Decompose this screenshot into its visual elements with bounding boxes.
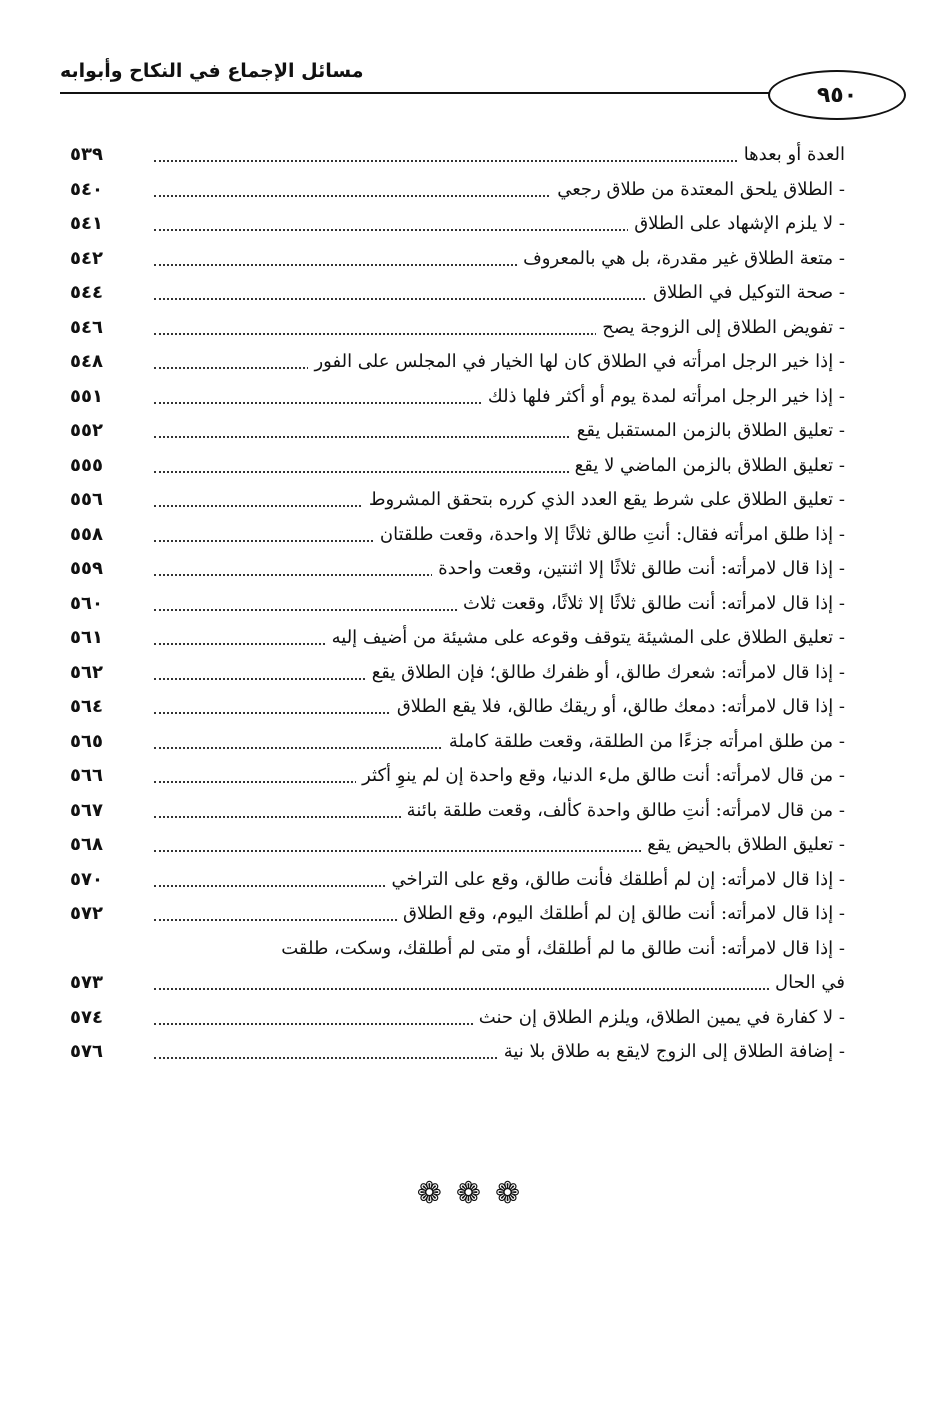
toc-entry-title: - من قال لامرأته: أنتِ طالق واحدة كألف، وقعت طلقة بائنة xyxy=(401,800,845,821)
toc-entry-page: ٥٤٢ xyxy=(70,247,103,269)
ornament-stars: ❁❁❁ xyxy=(416,1176,535,1211)
toc-entry-title: - تفويض الطلاق إلى الزوجة يصح xyxy=(596,317,845,338)
toc-entry xyxy=(70,589,845,624)
toc-entry-page: ٥٥٨ xyxy=(70,523,103,545)
toc-entry xyxy=(70,347,845,382)
toc-entry xyxy=(70,278,845,313)
toc-entry xyxy=(70,1037,845,1072)
header-rule xyxy=(60,92,830,94)
toc-entry xyxy=(70,209,845,244)
toc-entry-page: ٥٦٨ xyxy=(70,834,103,855)
toc-entry-page: ٥٣٩ xyxy=(70,144,103,165)
toc-entry xyxy=(70,727,845,762)
toc-entry-title: - إذا خير الرجل امرأته لمدة يوم أو أكثر فلها ذلك xyxy=(482,386,845,407)
toc-entry-page: ٥٤١ xyxy=(70,213,103,234)
toc-entry-page: ٥٧٢ xyxy=(70,903,103,924)
toc-entry-page: ٥٧٦ xyxy=(70,1041,103,1062)
toc-entry-title: - تعليق الطلاق بالحيض يقع xyxy=(641,834,845,855)
toc-entry-page: ٥٦٧ xyxy=(70,799,103,821)
page-number: ٩٥٠ xyxy=(768,70,906,120)
toc-entry xyxy=(70,692,845,727)
toc-entry-page: ٥٧٤ xyxy=(70,1006,103,1028)
toc-entry-page: ٥٦٥ xyxy=(70,730,103,752)
toc-entry-title: - إذا قال لامرأته: أنت طالق ثلاثًا إلا ثلاثًا، وقعت ثلاث xyxy=(457,593,845,614)
toc-entry-page: ٥٤٠ xyxy=(70,178,103,200)
toc-entry xyxy=(70,761,845,796)
toc-entry-title: - إذا قال لامرأته: أنت طالق ثلاثًا إلا اثنتين، وقعت واحدة xyxy=(432,558,845,579)
toc-entry-title: - إذا قال لامرأته: شعرك طالق، أو ظفرك طالق؛ فإن الطلاق يقع xyxy=(366,662,845,683)
toc-entry-page: ٥٤٦ xyxy=(70,316,103,338)
toc-entry-title: - من قال لامرأته: أنت طالق ملء الدنيا، وقع واحدة إن لم ينوِ أكثر xyxy=(356,765,845,786)
toc-entry-title: - إذا قال لامرأته: أنت طالق ما لم أطلقك، أو متى لم أطلقك، وسكت، طلقت xyxy=(275,938,845,959)
toc-entry-title: - تعليق الطلاق بالزمن المستقبل يقع xyxy=(571,420,845,441)
toc-entry-page: ٥٤٨ xyxy=(70,351,103,372)
toc-entry-page: ٥٦٢ xyxy=(70,661,103,683)
toc-entry xyxy=(70,796,845,831)
toc-entry-title: - متعة الطلاق غير مقدرة، بل هي بالمعروف xyxy=(517,248,845,269)
toc-entry-page: ٥٦٠ xyxy=(70,592,103,614)
toc-entry xyxy=(70,244,845,279)
toc-entry-page: ٥٥١ xyxy=(70,385,103,407)
toc-entry xyxy=(70,140,845,175)
toc-entry-title: - تعليق الطلاق على المشيئة يتوقف وقوعه على مشيئة من أضيف إليه xyxy=(326,627,845,648)
toc-entry-page: ٥٧٠ xyxy=(70,868,103,890)
toc-entry-title: - إضافة الطلاق إلى الزوج لايقع به طلاق بلا نية xyxy=(498,1041,845,1062)
toc-entry-title: - الطلاق يلحق المعتدة من طلاق رجعي xyxy=(551,179,845,200)
dot-leader xyxy=(154,988,845,990)
toc-entry-page: ٥٧٣ xyxy=(70,972,103,993)
toc-entry xyxy=(70,451,845,486)
toc-entry-title: - إذا قال لامرأته: أنت طالق إن لم أطلقك اليوم، وقع الطلاق xyxy=(397,903,845,924)
toc-entry xyxy=(70,313,845,348)
toc-entry xyxy=(70,1003,845,1038)
toc-entry-title: - صحة التوكيل في الطلاق xyxy=(647,282,845,303)
toc-entry-page: ٥٥٩ xyxy=(70,558,103,579)
toc-entry-title: - تعليق الطلاق على شرط يقع العدد الذي كرره بتحقق المشروط xyxy=(363,489,845,510)
toc-entry-page: ٥٥٢ xyxy=(70,420,103,441)
toc-entry xyxy=(70,968,845,1003)
toc-entry xyxy=(70,382,845,417)
toc-entry-title: - إذا قال لامرأته: دمعك طالق، أو ريقك طالق، فلا يقع الطلاق xyxy=(391,696,845,717)
toc-entry xyxy=(70,899,845,934)
toc-entry-page: ٥٥٦ xyxy=(70,489,103,510)
toc-entry-title: - من طلق امرأته جزءًا من الطلقة، وقعت طلقة كاملة xyxy=(443,731,845,752)
toc-entry xyxy=(70,416,845,451)
toc-entry xyxy=(70,175,845,210)
toc-entry xyxy=(70,554,845,589)
toc-entry-page: ٥٦٤ xyxy=(70,696,103,717)
toc-entry-page: ٥٦٦ xyxy=(70,765,103,786)
toc-entry xyxy=(70,485,845,520)
toc-entry-page: ٥٦١ xyxy=(70,627,103,648)
toc-entry xyxy=(70,830,845,865)
toc-entry-title: - لا كفارة في يمين الطلاق، ويلزم الطلاق إن حنث xyxy=(473,1007,845,1028)
toc-entry xyxy=(70,658,845,693)
toc-entry xyxy=(70,520,845,555)
toc-entry xyxy=(70,865,845,900)
toc-entry-title: في الحال xyxy=(769,972,845,993)
toc-entry-title: - إذا خير الرجل امرأته في الطلاق كان لها الخيار في المجلس على الفور xyxy=(308,351,845,372)
toc-entry-title: - إذا قال لامرأته: إن لم أطلقك فأنت طالق، وقع على التراخي xyxy=(386,869,845,890)
table-of-contents xyxy=(70,140,845,1072)
toc-entry xyxy=(70,623,845,658)
toc-entry xyxy=(70,934,845,969)
toc-entry-title: - لا يلزم الإشهاد على الطلاق xyxy=(628,213,845,234)
page-header xyxy=(60,50,858,120)
toc-entry-title: - إذا طلق امرأته فقال: أنتِ طالق ثلاثًا إلا واحدة، وقعت طلقتان xyxy=(374,524,845,545)
book-title: مسائل الإجماع في النكاح وأبوابه xyxy=(60,60,364,82)
toc-entry-title: العدة أو بعدها xyxy=(738,144,845,165)
toc-entry-page: ٥٤٤ xyxy=(70,282,103,303)
toc-entry-page: ٥٥٥ xyxy=(70,454,103,476)
toc-entry-title: - تعليق الطلاق بالزمن الماضي لا يقع xyxy=(569,455,845,476)
